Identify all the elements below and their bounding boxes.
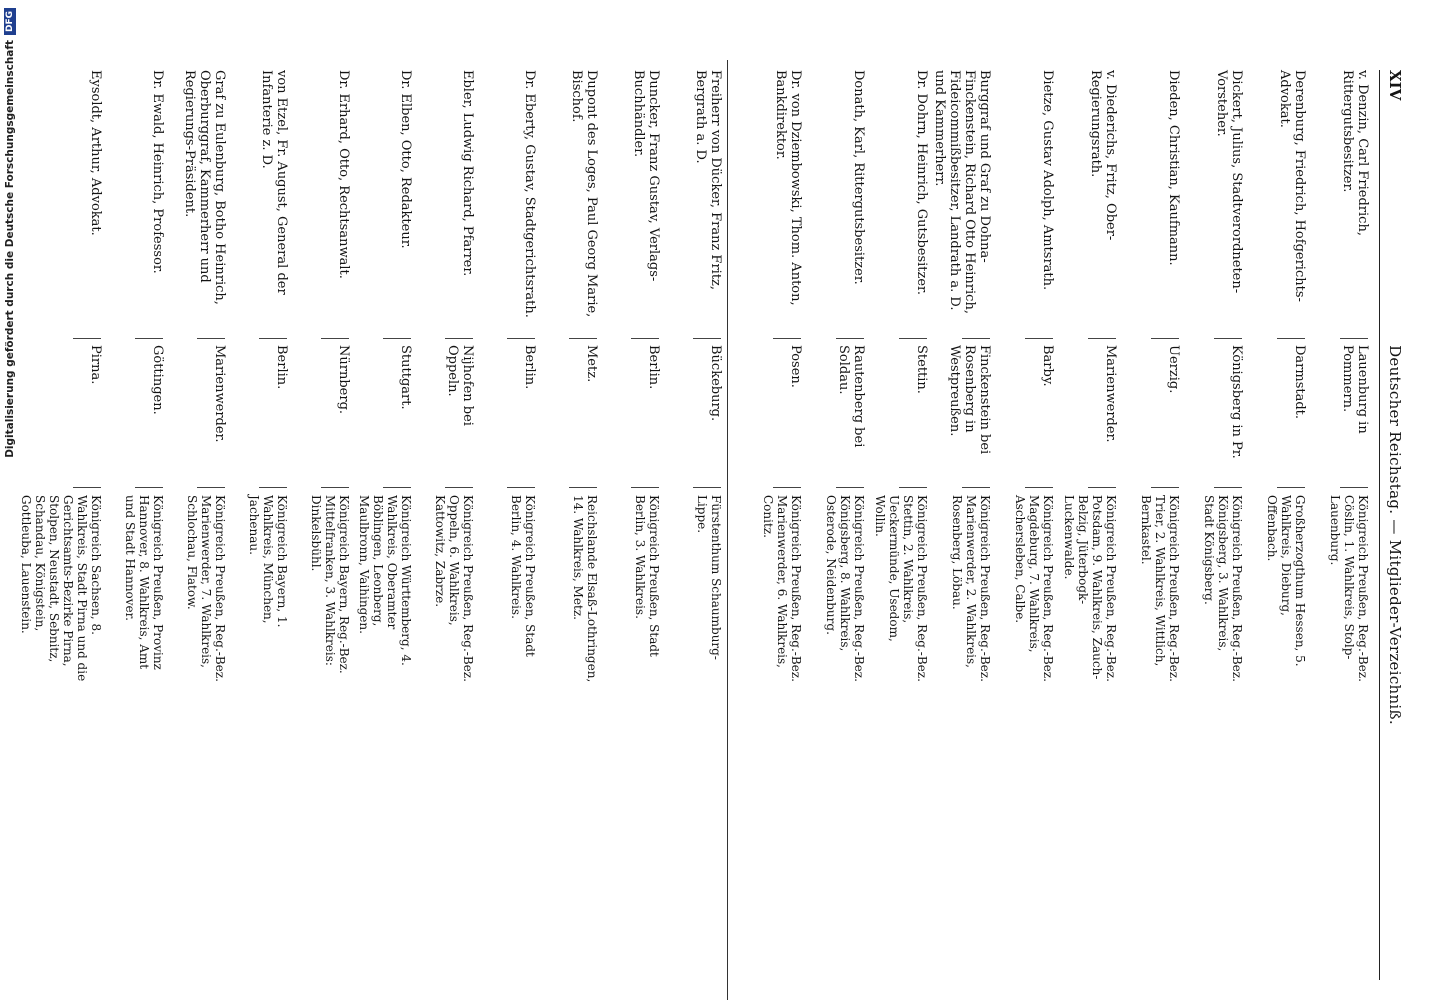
member-residence: Berlin. [646, 345, 661, 390]
member-entry [1307, 70, 1370, 1000]
column-separator [321, 487, 349, 488]
dfg-logo: DFG [4, 8, 16, 35]
column-separator [1088, 487, 1116, 488]
column-separator [1151, 338, 1179, 339]
member-residence: Berlin. [522, 345, 537, 390]
header-rule [1379, 70, 1380, 980]
member-constituency: Königreich Preußen, Provinz Hannover, 8. Wahlkreis, Amt und Stadt Hannover. [123, 495, 165, 670]
column-separator [1340, 487, 1368, 488]
member-entry [413, 70, 475, 1000]
member-constituency: Königreich Preußen, Reg.-Bez. Potsdam, 9. Wahlkreis, Zauch-Belzig, Jüterbogk-Luckenwalde. [1062, 495, 1118, 682]
member-residence: Nürnberg. [336, 345, 351, 415]
member-residence: Lauenburg in Pommern. [1340, 345, 1370, 434]
member-name: v. Denzin, Carl Friedrich, Rittergutsbesitzer. [1340, 70, 1370, 236]
member-entry [1055, 70, 1118, 1000]
page-header [1378, 70, 1408, 1000]
column-separator [135, 487, 163, 488]
column-separator [1025, 338, 1053, 339]
column-separator [197, 487, 225, 488]
column-separator [135, 338, 163, 339]
member-constituency: Königreich Preußen, Reg.-Bez. Königsberg, 3. Wahlkreis, Stadt Königsberg. [1202, 495, 1244, 682]
column-separator [569, 487, 597, 488]
column-separator [773, 487, 801, 488]
member-name: v. Diederichs, Fritz, Ober-Regierungsrath. [1088, 70, 1118, 241]
member-entry [1244, 70, 1307, 1000]
column-separator [1214, 487, 1242, 488]
member-entry [475, 70, 537, 1000]
member-entry [165, 70, 227, 1000]
member-entry [537, 70, 599, 1000]
member-constituency: Königreich Bayern, 1. Wahlkreis, München, Jachenau. [247, 495, 289, 628]
member-residence: Königsberg in Pr. [1229, 345, 1244, 459]
member-name: von Etzel, Fr. August, General der Infanterie z. D. [259, 70, 289, 295]
member-list-top [730, 70, 1370, 1000]
member-entry [803, 70, 866, 1000]
member-entry [289, 70, 351, 1000]
dfg-credit [0, 0, 20, 1000]
column-separator [962, 338, 990, 339]
column-separator [899, 338, 927, 339]
member-entry [661, 70, 723, 1000]
member-residence: Posen. [788, 345, 803, 388]
column-separator [445, 487, 473, 488]
column-separator [1277, 487, 1305, 488]
column-separator [383, 487, 411, 488]
credit-text: Digitalisierung gefördert durch die Deutsche Forschungsgemeinschaft [4, 40, 16, 458]
member-name: Dr. Eberty, Gustav, Stadtgerichtsrath. [522, 70, 537, 318]
column-separator [73, 338, 101, 339]
member-entry [103, 70, 165, 1000]
member-entry [599, 70, 661, 1000]
member-name: Dr. von Dziembowski, Thom. Anton, Bankdirektor. [773, 70, 803, 306]
member-name: Dieden, Christian, Kaufmann. [1166, 70, 1181, 266]
member-name: Freiherr von Dücker, Franz Fritz, Bergrath a. D. [693, 70, 723, 291]
member-entry [992, 70, 1055, 1000]
column-separator [693, 338, 721, 339]
member-residence: Stuttgart. [398, 345, 413, 410]
member-name: Graf zu Eulenburg, Botho Heinrich, Oberburggraf, Kammerherr und Regierungs-Präsident. [182, 70, 227, 305]
column-separator [73, 487, 101, 488]
member-residence: Marienwerder. [212, 345, 227, 443]
column-separator [1151, 487, 1179, 488]
member-name: Dr. Ewald, Heinrich, Professor. [150, 70, 165, 274]
half-divider [727, 60, 728, 1000]
member-entry [866, 70, 929, 1000]
member-residence: Berlin. [274, 345, 289, 390]
member-name: Dr. Elben, Otto, Redakteur. [398, 70, 413, 249]
column-separator [693, 487, 721, 488]
member-entry [1118, 70, 1181, 1000]
member-constituency: Königreich Sachsen, 8. Wahlkreis, Stadt Pirna und die Gerichtsamts-Bezirke Pirna, Stolpen, Neustadt, Sebnitz, Schandau, Königstein, Gottleuba, Lauenstein. [19, 495, 103, 682]
member-residence: Metz. [584, 345, 599, 383]
column-separator [1277, 338, 1305, 339]
column-separator [1214, 338, 1242, 339]
member-entry [740, 70, 803, 1000]
column-separator [631, 487, 659, 488]
member-constituency: Königreich Preußen, Reg.-Bez. Trier, 2. Wahlkreis, Wittlich, Bernkastel. [1139, 495, 1181, 682]
member-entry [351, 70, 413, 1000]
column-separator [383, 338, 411, 339]
member-entry [227, 70, 289, 1000]
member-residence: Stettin. [914, 345, 929, 394]
member-residence: Barby. [1040, 345, 1055, 387]
member-constituency: Königreich Preußen, Stadt Berlin, 4. Wahlkreis. [509, 495, 537, 657]
member-constituency: Reichslande Elsaß-Lothringen, 14. Wahlkreis, Metz. [571, 495, 599, 683]
member-name: Duncker, Franz Gustav, Verlags-Buchhändler. [631, 70, 661, 282]
column-separator [1025, 487, 1053, 488]
page-number: XIV [1386, 70, 1404, 101]
column-separator [445, 338, 473, 339]
member-list-bottom [19, 70, 723, 1000]
column-separator [507, 338, 535, 339]
member-constituency: Königreich Preußen, Reg.-Bez. Marienwerder, 6. Wahlkreis, Conitz. [761, 495, 803, 682]
member-name: Dupont des Loges, Paul Georg Marie, Bischof. [569, 70, 599, 318]
member-name: Eysoldt, Arthur, Advokat. [88, 70, 103, 236]
member-entry [929, 70, 992, 1000]
member-constituency: Königreich Preußen, Reg.-Bez. Stettin, 2. Wahlkreis, Ueckermünde, Usedom, Wollin. [873, 495, 929, 682]
column-separator [259, 487, 287, 488]
member-constituency: Königreich Preußen, Reg.-Bez. Magdeburg, 7. Wahlkreis, Aschersleben, Calbe. [1013, 495, 1055, 682]
column-separator [259, 338, 287, 339]
member-name: Dr. Erhard, Otto, Rechtsanwalt. [336, 70, 351, 279]
member-residence: Finckenstein bei Rosenberg in Westpreußen. [947, 345, 992, 455]
column-separator [569, 338, 597, 339]
column-separator [836, 338, 864, 339]
member-name: Dickert, Julius, Stadtverordneten-Vorsteher. [1214, 70, 1244, 294]
column-separator [962, 487, 990, 488]
member-residence: Darmstadt. [1292, 345, 1307, 420]
member-constituency: Königreich Preußen, Reg.-Bez. Marienwerder, 7. Wahlkreis, Schlochau, Flatow. [185, 495, 227, 682]
member-name: Dr. Dohrn, Heinrich, Gutsbesitzer. [914, 70, 929, 295]
column-separator [773, 338, 801, 339]
member-constituency: Königreich Württemberg, 4. Wahlkreis, Oberamter Böblingen, Leonberg, Maulbronn, Vaihingen. [357, 495, 413, 666]
page-title: Deutscher Reichstag. — Mitglieder-Verzeichniß. [1386, 345, 1404, 725]
member-constituency: Königreich Preußen, Reg.-Bez. Königsberg, 8. Wahlkreis, Osterode, Neidenburg. [824, 495, 866, 682]
member-constituency: Königreich Preußen, Reg.-Bez. Marienwerder, 2. Wahlkreis, Rosenberg, Löbau. [950, 495, 992, 682]
member-name: Donath, Karl, Rittergutsbesitzer. [851, 70, 866, 285]
column-separator [899, 487, 927, 488]
column-separator [1088, 338, 1116, 339]
rotated-page [18, 0, 1418, 1000]
column-separator [197, 338, 225, 339]
column-separator [1340, 338, 1368, 339]
member-constituency: Fürstenthum Schaumburg-Lippe. [695, 495, 723, 660]
member-residence: Göttingen. [150, 345, 165, 415]
member-name: Derenburg, Friedrich, Hofgerichts-Advokat. [1277, 70, 1307, 302]
member-name: Dietze, Gustav Adolph, Amtsrath. [1040, 70, 1055, 291]
column-separator [631, 338, 659, 339]
member-residence: Pirna. [88, 345, 103, 385]
member-constituency: Großherzogthum Hessen, 5. Wahlkreis, Dieburg, Offenbach. [1265, 495, 1307, 667]
member-name: Ebler, Ludwig Richard, Pfarrer. [460, 70, 475, 277]
member-constituency: Königreich Preußen, Stadt Berlin, 3. Wahlkreis. [633, 495, 661, 657]
column-separator [321, 338, 349, 339]
member-constituency: Königreich Bayern, Reg.-Bez. Mittelfranken, 3. Wahlkreis: Dinkelsbühl. [309, 495, 351, 674]
column-separator [507, 487, 535, 488]
member-constituency: Königreich Preußen, Reg.-Bez. Oppeln, 6. Wahlkreis, Kattowitz, Zabrze. [433, 495, 475, 682]
member-residence: Bückeburg. [708, 345, 723, 422]
member-constituency: Königreich Preußen, Reg.-Bez. Cöslin, 1. Wahlkreis, Stolp-Lauenburg. [1328, 495, 1370, 682]
column-separator [836, 487, 864, 488]
member-entry [1181, 70, 1244, 1000]
member-name: Burggraf und Graf zu Dohna-Finckenstein, Richard Otto Heinrich, Fideicommißbesitzer, Landrath a. D. und Kammerherr. [932, 70, 992, 314]
member-residence: Marienwerder. [1103, 345, 1118, 443]
member-residence: Uerzig. [1166, 345, 1181, 394]
member-residence: Nijhofen bei Oppeln. [445, 345, 475, 426]
member-residence: Rautenberg bei Soldau. [836, 345, 866, 448]
member-entry [19, 70, 103, 1000]
